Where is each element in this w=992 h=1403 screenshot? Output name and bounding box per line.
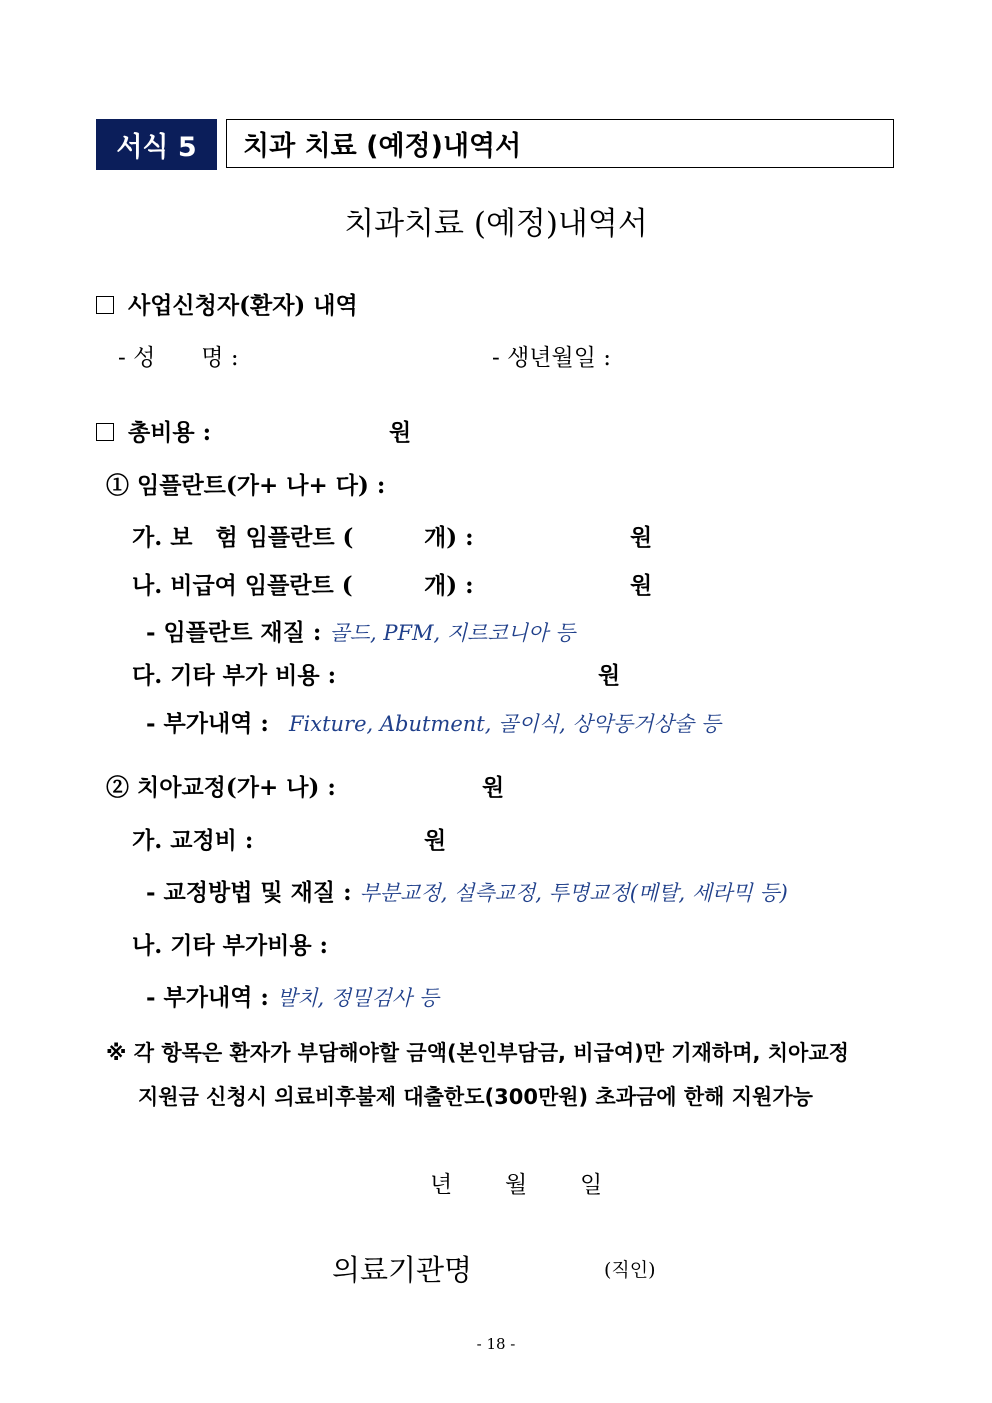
page-number: - 18 -	[476, 1335, 516, 1353]
ortho-heading: ② 치아교정(가+ 나) :	[106, 774, 336, 801]
form-title-box	[226, 119, 894, 168]
institution-name-label: 의료기관명	[332, 1253, 473, 1287]
checkbox-square-icon	[96, 423, 114, 441]
implant-extra-detail-example: Fixture, Abutment, 골이식, 상악동거상술 등	[288, 712, 721, 736]
form-title: 치과 치료 (예정)내역서	[243, 131, 522, 162]
date-year-label: 년	[430, 1172, 453, 1198]
date-day-label: 일	[580, 1172, 603, 1198]
note-line-2: 지원금 신청시 의료비후불제 대출한도(300만원) 초과금에 한해 지원가능	[138, 1085, 813, 1109]
ortho-extra-detail-label: - 부가내역 :	[146, 984, 269, 1011]
ortho-method-label: - 교정방법 및 재질 :	[146, 879, 352, 906]
noninsured-implant-prefix: 나. 비급여 임플란트 (	[132, 572, 353, 599]
ortho-method-example: 부분교정, 설측교정, 투명교정(메탈, 세라믹 등)	[359, 881, 788, 905]
implant-extra-detail-row	[146, 705, 721, 738]
implant-extra-detail-label: - 부가내역 :	[146, 710, 269, 737]
ortho-heading-unit: 원	[482, 774, 505, 801]
document-title: 치과치료 (예정)내역서	[344, 206, 648, 242]
seal-label: (직인)	[604, 1259, 656, 1281]
implant-material-example: 골드, PFM, 지르코니아 등	[329, 621, 576, 645]
total-cost-unit: 원	[389, 419, 412, 446]
ortho-extra-detail-example: 발치, 정밀검사 등	[276, 986, 439, 1010]
birthdate-field-label: - 생년월일 :	[492, 345, 612, 371]
implant-extra-cost-label: 다. 기타 부가 비용 :	[132, 662, 337, 689]
implant-material-row	[146, 614, 575, 647]
insured-implant-unit: 원	[630, 524, 653, 551]
ortho-extra-detail-row	[146, 979, 439, 1012]
insured-implant-suffix: 개) :	[424, 524, 474, 551]
ortho-fee-label: 가. 교정비 :	[132, 827, 254, 854]
date-month-label: 월	[505, 1172, 528, 1198]
note-line-1: ※ 각 항목은 환자가 부담해야할 금액(본인부담금, 비급여)만 기재하며, 치아교정	[106, 1041, 849, 1065]
insured-implant-prefix: 가. 보 험 임플란트 (	[132, 524, 354, 551]
name-field-label: - 성 명 :	[118, 345, 239, 371]
noninsured-implant-unit: 원	[630, 572, 653, 599]
noninsured-implant-suffix: 개) :	[424, 572, 474, 599]
ortho-method-row	[146, 874, 788, 907]
total-cost-label: 총비용 :	[128, 419, 212, 446]
form-number-badge: 서식 5	[96, 119, 217, 170]
ortho-fee-unit: 원	[424, 827, 447, 854]
applicant-heading-text: 사업신청자(환자) 내역	[128, 292, 358, 319]
implant-material-label: - 임플란트 재질 :	[146, 619, 322, 646]
ortho-extra-cost-label: 나. 기타 부가비용 :	[132, 932, 329, 959]
applicant-section-heading	[96, 287, 358, 320]
total-cost-row	[96, 414, 211, 447]
checkbox-square-icon	[96, 296, 114, 314]
implant-extra-cost-unit: 원	[598, 662, 621, 689]
implant-heading: ① 임플란트(가+ 나+ 다) :	[106, 472, 386, 499]
